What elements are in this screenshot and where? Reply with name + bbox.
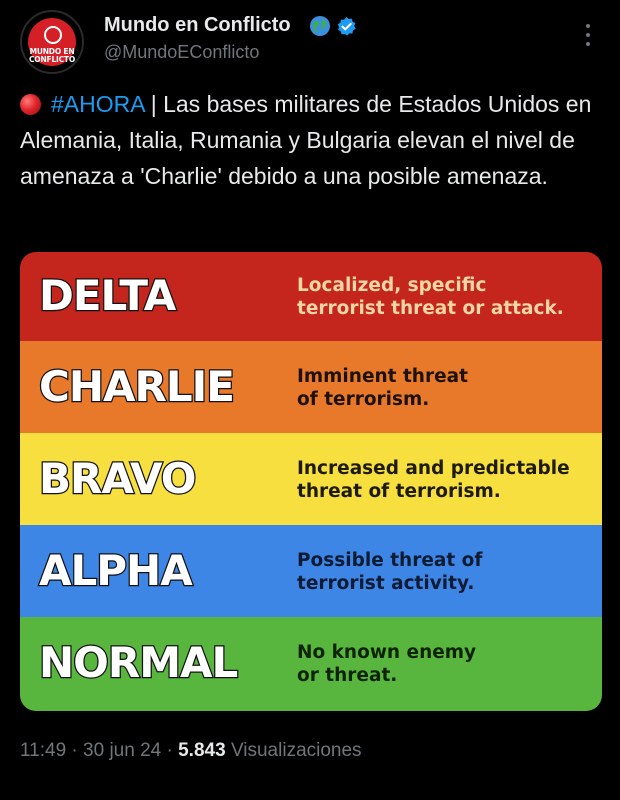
avatar-logo-mark [44,26,62,44]
meta-separator: · [166,740,173,761]
threat-level-image[interactable] [20,252,602,711]
verified-badge-icon [336,16,357,37]
threat-description [297,549,482,595]
threat-description [297,274,564,320]
threat-description-line: Increased and predictable [297,458,570,479]
threat-band-alpha [20,525,602,617]
threat-description-line: No known enemy [297,642,477,663]
tweet-body: Las bases militares de Estados Unidos en Alemania, Italia, Rumania y Bulgaria elevan el nivel de amenaza a 'Charlie' debido a una posible amenaza. [20,91,592,189]
threat-description [297,457,570,503]
avatar[interactable] [20,10,84,74]
handle[interactable]: @MundoEConflicto [104,42,260,62]
threat-label: NORMAL [39,638,238,687]
more-dot-icon [586,42,590,46]
more-dot-icon [586,33,590,37]
display-name[interactable]: Mundo en Conflicto [104,14,291,36]
threat-description-line: or threat. [297,665,398,686]
tweet-header [0,0,620,80]
avatar-logo-text: MUNDO EN CONFLICTO [28,47,76,64]
views-count: 5.843 [178,740,226,761]
hashtag-link[interactable]: #AHORA [51,91,145,117]
threat-label: CHARLIE [39,362,234,411]
threat-band-charlie [20,341,602,433]
globe-icon [309,15,331,37]
threat-description-line: of terrorism. [297,389,430,410]
separator: | [150,91,157,117]
threat-description [297,641,476,687]
threat-description-line: Imminent threat [297,366,468,387]
threat-label: DELTA [39,271,176,320]
views-label: Visualizaciones [230,740,362,761]
red-circle-icon [20,94,41,115]
more-options-button[interactable] [576,20,600,50]
threat-label: BRAVO [39,454,196,503]
threat-description-line: terrorist threat or attack. [297,298,564,319]
threat-description-line: Possible threat of [297,550,483,571]
timestamp-date[interactable]: 30 jun 24 [83,740,162,761]
threat-description-line: Localized, specific [297,275,487,296]
meta-separator: · [71,740,78,761]
threat-description-line: terrorist activity. [297,573,475,594]
timestamp-time[interactable]: 11:49 [20,740,67,761]
threat-label: ALPHA [39,546,192,595]
threat-description [297,365,468,411]
more-dot-icon [586,24,590,28]
threat-description-line: threat of terrorism. [297,481,501,502]
threat-band-bravo [20,433,602,525]
threat-band-normal [20,617,602,711]
threat-band-delta [20,252,602,341]
tweet-text [20,86,595,194]
tweet-meta [20,740,362,762]
